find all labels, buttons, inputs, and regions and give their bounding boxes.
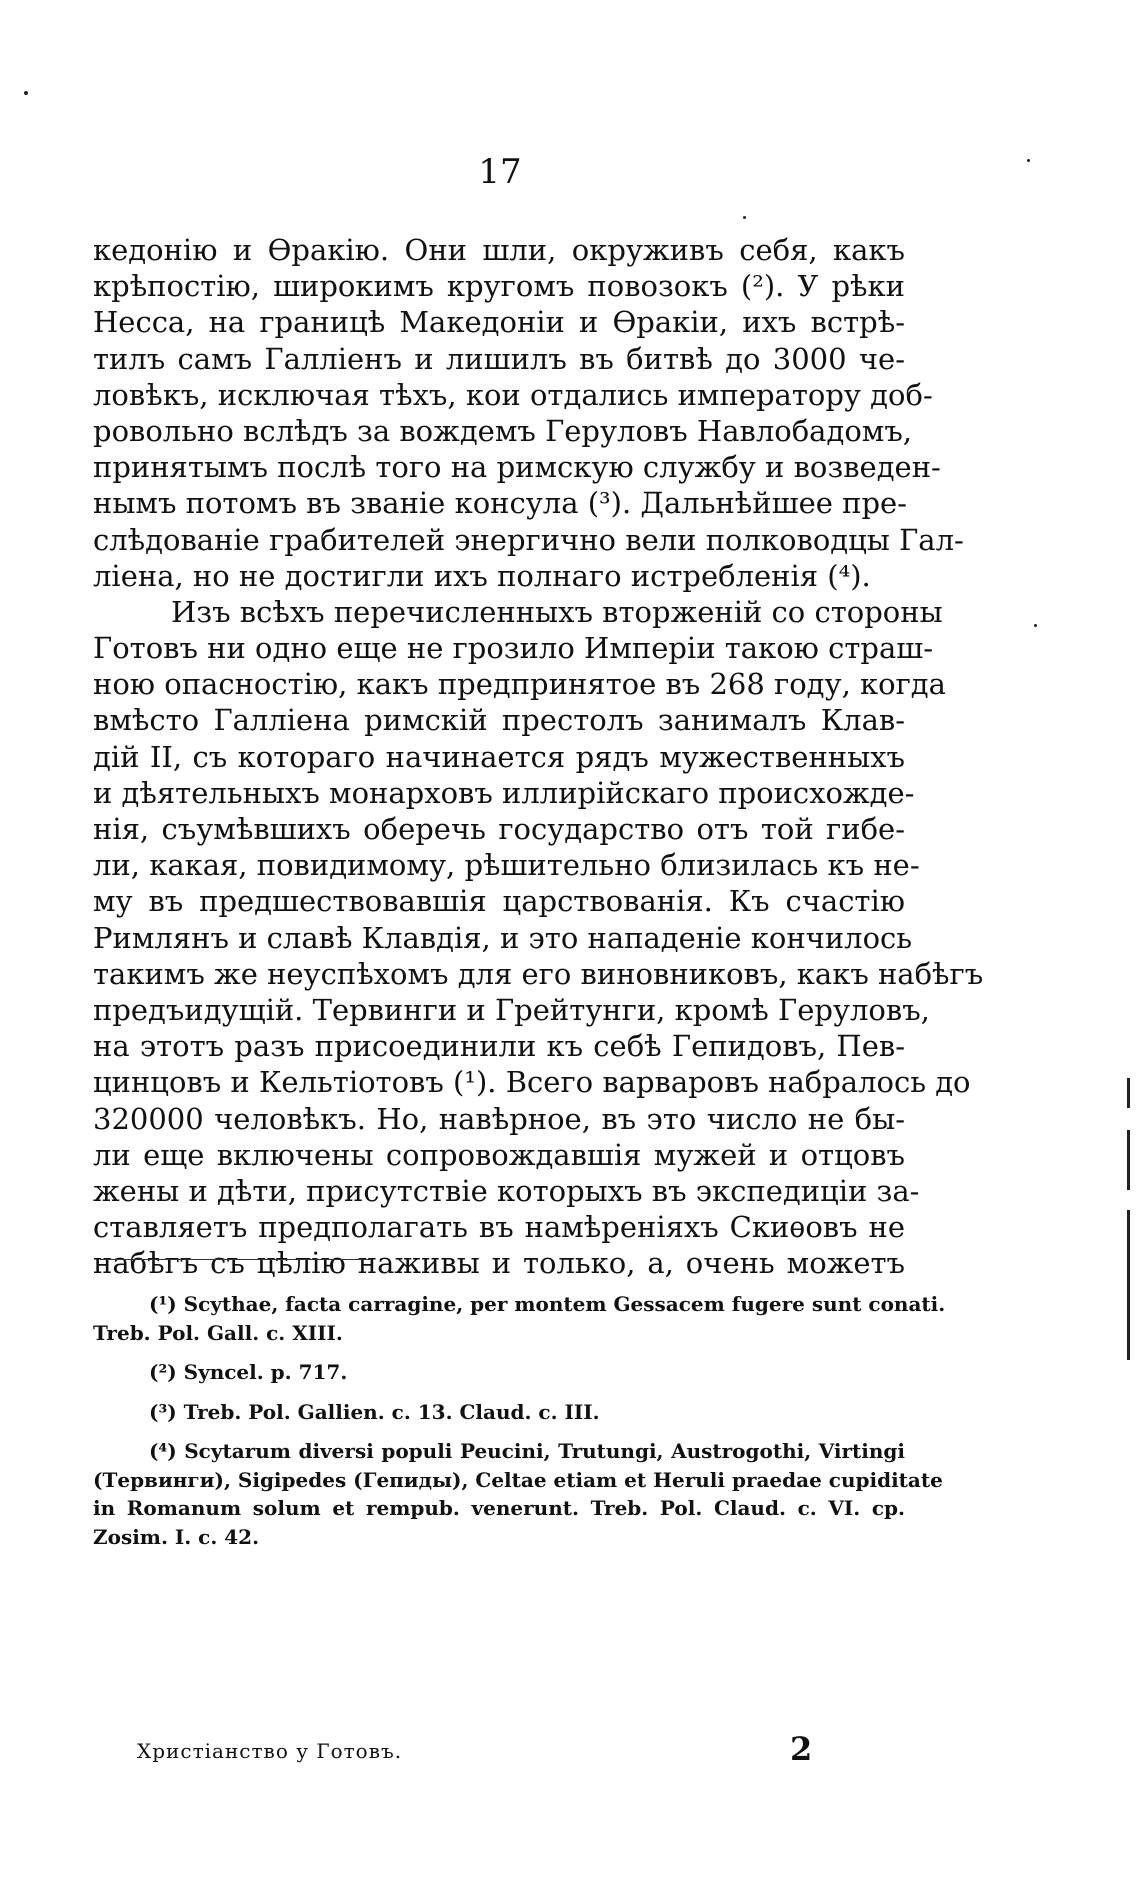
text-line: ловѣкъ, исключая тѣхъ, кои отдались императору доб-: [93, 377, 933, 412]
scan-speck: [1034, 624, 1037, 627]
footnote-line: Zosim. I. c. 42.: [93, 1524, 260, 1549]
text-line: слѣдованіе грабителей энергично вели полководцы Гал-: [93, 522, 964, 557]
margin-mark: [1127, 1078, 1130, 1108]
text-line: ли еще включены сопровождавшія мужей и отцовъ: [93, 1137, 905, 1172]
text-line: ліена, но не достигли ихъ полнаго истребленія (⁴).: [93, 558, 871, 593]
text-line: и дѣятельныхъ монарховъ иллирійскаго происхожде-: [93, 775, 915, 810]
text-line: Несса, на границѣ Македоніи и Ѳракіи, ихъ встрѣ-: [93, 305, 905, 340]
main-text: [93, 232, 984, 1281]
footnote-line: (²) Syncel. p. 717.: [149, 1360, 348, 1384]
footnote-line: (⁴) Scytarum diversi populi Peucini, Trutungi, Austrogothi, Virtingi: [149, 1439, 905, 1463]
paragraph-start-line: Изъ всѣхъ перечисленныхъ вторженій со стороны: [171, 594, 943, 629]
footnote-1: [93, 1290, 946, 1347]
text-line: набѣгъ съ цѣлію наживы и только, а, очень можетъ: [93, 1246, 905, 1281]
text-line: ровольно вслѣдъ за вождемъ Геруловъ Навлобадомъ,: [93, 413, 913, 448]
text-line: вмѣсто Галліена римскій престолъ занималъ Клав-: [93, 703, 905, 738]
text-line-split-b: цинцовъ и Кельтіотовъ (¹). Всего варваровъ набралось до: [93, 1065, 971, 1100]
text-line: нія, съумѣвшихъ оберечь государство отъ той гибе-: [93, 812, 905, 846]
text-line: дій II, съ котораго начинается рядъ мужественныхъ: [93, 739, 905, 774]
text-line: Римлянъ и славѣ Клавдія, и это нападеніе кончилось: [93, 920, 913, 955]
footnote-separator: [100, 1259, 370, 1260]
margin-mark: [1127, 1210, 1130, 1360]
text-line: 320000 человѣкъ. Но, навѣрное, въ это число не бы-: [93, 1101, 905, 1136]
text-line-split-a: на этотъ разъ присоединили къ себѣ Гепидовъ, Пев-: [93, 1029, 905, 1064]
text-line: му въ предшествовавшія царствованія. Къ счастію: [93, 884, 905, 919]
text-line: тилъ самъ Галліенъ и лишилъ въ битвѣ до 3000 че-: [93, 341, 905, 376]
sheet-number: 2: [790, 1730, 813, 1768]
scan-speck: [1027, 159, 1030, 162]
footnote-2: [93, 1358, 905, 1387]
text-line: ли, какая, повидимому, рѣшительно близилась къ не-: [93, 848, 920, 883]
footnote-line: (³) Treb. Pol. Gallien. c. 13. Claud. c. III.: [149, 1399, 600, 1424]
page-number: 17: [478, 152, 522, 192]
text-line: ною опасностію, какъ предпринятое въ 268 году, когда: [93, 667, 946, 702]
text-line: такимъ же неуспѣхомъ для его виновниковъ, какъ набѣгъ: [93, 956, 984, 991]
footnotes: [93, 1290, 946, 1551]
footnote-line: in Romanum solum et rempub. venerunt. Treb. Pol. Claud. c. VI. cp.: [93, 1496, 905, 1520]
scan-speck: [743, 216, 746, 219]
footnote-line: (Тервинги), Sigipedes (Гепиды), Celtae etiam et Heruli praedae cupiditate: [93, 1467, 943, 1492]
text-line: ставляетъ предполагать въ намѣреніяхъ Скиѳовъ не: [93, 1210, 905, 1245]
text-line: нымъ потомъ въ званіе консула (³). Дальнѣйшее пре-: [93, 486, 907, 521]
text-line: крѣпостію, широкимъ кругомъ повозокъ (²). У рѣки: [93, 269, 905, 304]
text-line: Готовъ ни одно еще не грозило Имперіи такою страш-: [93, 631, 934, 666]
footnote-line: Treb. Pol. Gall. c. XIII.: [93, 1320, 343, 1345]
footnote-3: [93, 1398, 905, 1427]
footnote-4: [93, 1437, 943, 1551]
signature-mark: Христіанство у Готовъ.: [137, 1739, 403, 1763]
scan-speck: [24, 91, 28, 95]
text-line: принятымъ послѣ того на римскую службу и возведен-: [93, 450, 941, 485]
margin-mark: [1127, 1130, 1130, 1190]
text-line: предъидущій. Тервинги и Грейтунги, кромѣ Геруловъ,: [93, 992, 930, 1027]
text-line: кедонію и Ѳракію. Они шли, окруживъ себя, какъ: [93, 233, 905, 267]
footnote-line: (¹) Scythae, facta carragine, per montem Gessacem fugere sunt conati.: [149, 1292, 946, 1316]
text-line: жены и дѣти, присутствіе которыхъ въ экспедиціи за-: [93, 1173, 920, 1208]
